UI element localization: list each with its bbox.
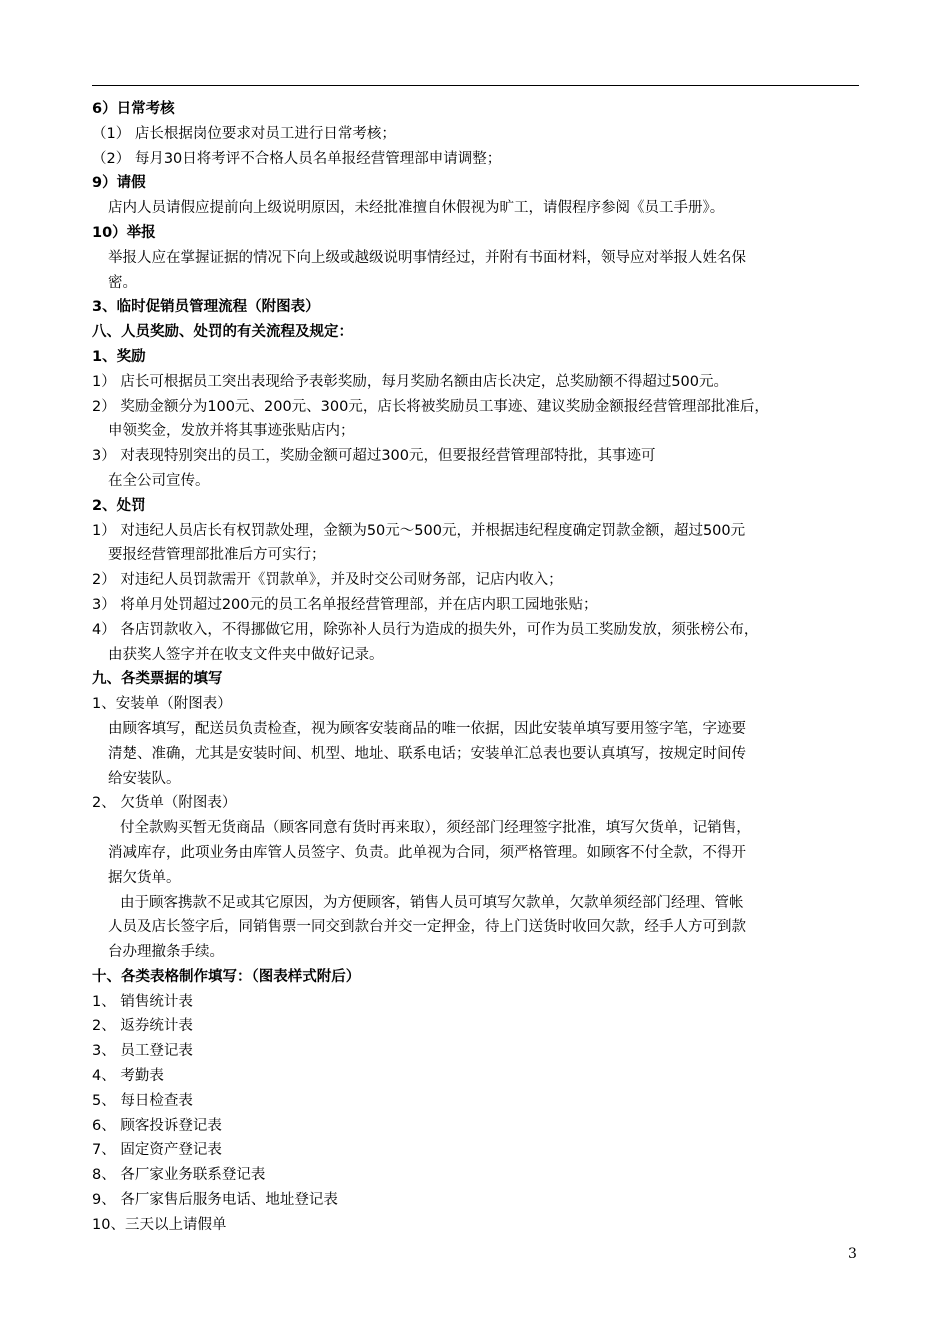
section-heading: 10）举报 [92,224,156,241]
text-line: 要报经营管理部批准后方可实行； [108,547,326,564]
header-rule [92,85,859,86]
text-line: 2） 对违纪人员罚款需开《罚款单》，并及时交公司财务部，记店内收入； [92,572,563,589]
page-number: 3 [848,1246,857,1262]
section-heading: 9）请假 [92,175,146,192]
text-line: 2、 欠货单（附图表） [92,795,237,812]
text-line: 2） 奖励金额分为100元、200元、300元，店长将被奖励员工事迹、建议奖励金额报经营管理部批准后， [92,398,769,415]
text-line: 1、 销售统计表 [92,993,193,1010]
text-line: 举报人应在掌握证据的情况下向上级或越级说明事情经过，并附有书面材料，领导应对举报人姓名保 [108,249,746,266]
text-line: 人员及店长签字后，同销售票一同交到款台并交一定押金，待上门送货时收回欠款，经手人方可到款 [108,919,746,936]
text-line: 3） 对表现特别突出的员工，奖励金额可超过300元，但要报经营管理部特批，其事迹可 [92,448,656,465]
text-line: （2） 每月30日将考评不合格人员名单报经营管理部申请调整； [92,150,502,167]
text-line: 据欠货单。 [108,869,181,886]
text-line: 2、 返券统计表 [92,1018,193,1035]
document-body [92,97,868,1238]
text-line: 店内人员请假应提前向上级说明原因，未经批准擅自休假视为旷工，请假程序参阅《员工手册》。 [108,200,725,217]
text-line: 由顾客填写，配送员负责检查，视为顾客安装商品的唯一依据，因此安装单填写要用签字笔，字迹要 [108,720,746,737]
text-line: 10、三天以上请假单 [92,1216,227,1233]
text-line: 1、安装单（附图表） [92,696,232,713]
text-line: 在全公司宣传。 [108,472,210,489]
section-heading: 八、人员奖励、处罚的有关流程及规定： [92,324,353,341]
text-line: 由于顾客携款不足或其它原因，为方便顾客，销售人员可填写欠款单，欠款单须经部门经理、管帐 [120,894,744,911]
section-heading: 1、奖励 [92,348,146,365]
text-line: （1） 店长根据岗位要求对员工进行日常考核； [92,125,396,142]
text-line: 6、 顾客投诉登记表 [92,1117,222,1134]
text-line: 1） 店长可根据员工突出表现给予表彰奖励，每月奖励名额由店长决定，总奖励额不得超过500元。 [92,373,729,390]
text-line: 3、 员工登记表 [92,1043,193,1060]
text-line: 清楚、准确，尤其是安装时间、机型、地址、联系电话；安装单汇总表也要认真填写，按规定时间传 [108,745,746,762]
text-line: 8、 各厂家业务联系登记表 [92,1167,266,1184]
text-line: 4） 各店罚款收入，不得挪做它用，除弥补人员行为造成的损失外，可作为员工奖励发放，须张榜公布， [92,621,759,638]
section-heading: 2、处罚 [92,497,146,514]
section-heading: 6）日常考核 [92,101,175,117]
text-line: 给安装队。 [108,770,181,787]
text-line: 7、 固定资产登记表 [92,1142,222,1159]
text-line: 付全款购买暂无货商品（顾客同意有货时再来取），须经部门经理签字批准，填写欠货单，记销售， [120,820,751,837]
section-heading: 3、临时促销员管理流程（附图表） [92,299,320,316]
text-line: 申领奖金，发放并将其事迹张贴店内； [108,423,355,440]
text-line: 3） 将单月处罚超过200元的员工名单报经营管理部，并在店内职工园地张贴； [92,596,598,613]
text-line: 台办理撤条手续。 [108,944,224,961]
text-line: 9、 各厂家售后服务电话、地址登记表 [92,1192,338,1209]
text-line: 4、 考勤表 [92,1068,164,1085]
section-heading: 十、各类表格制作填写：（图表样式附后） [92,968,361,985]
text-line: 由获奖人签字并在收支文件夹中做好记录。 [108,646,384,663]
text-line: 消减库存，此项业务由库管人员签字、负责。此单视为合同，须严格管理。如顾客不付全款，不得开 [108,844,746,861]
text-line: 1） 对违纪人员店长有权罚款处理，金额为50元～500元，并根据违纪程度确定罚款金额，超过500元 [92,522,746,539]
text-line: 5、 每日检查表 [92,1092,193,1109]
section-heading: 九、各类票据的填写 [92,671,223,688]
text-line: 密。 [108,274,137,291]
